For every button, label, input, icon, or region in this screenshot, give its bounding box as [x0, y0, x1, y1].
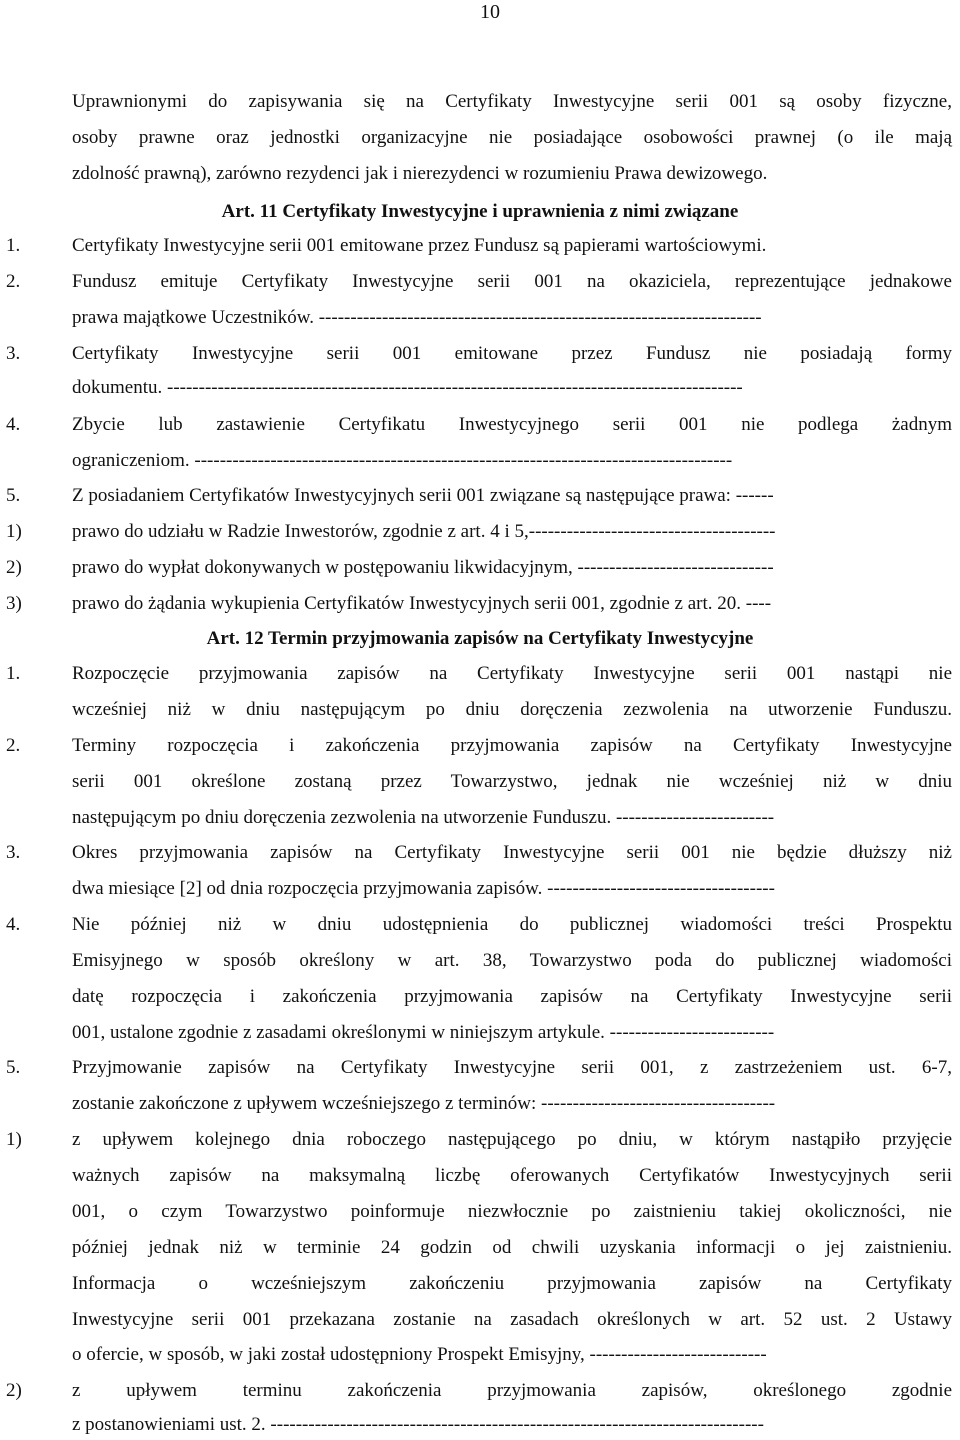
right-line: prawo do udziału w Radzie Inwestorów, zgodnie z art. 4 i 5,--------------------------------------- [72, 521, 776, 542]
item-line: Przyjmowanie zapisów na Certyfikaty Inwestycyjne serii 001, z zastrzeżeniem ust. 6-7, [72, 1057, 952, 1078]
item-line: dwa miesiące [2] od dnia rozpoczęcia przyjmowania zapisów. ------------------------------------ [72, 878, 775, 899]
item-number: 3. [6, 343, 21, 364]
right-number: 2) [6, 557, 22, 578]
subitem-line: z upływem terminu zakończenia przyjmowania zapisów, określonego zgodnie [72, 1380, 952, 1401]
item-number: 4. [6, 414, 21, 435]
item-number: 1. [6, 235, 21, 256]
item-line: 001, ustalone zgodnie z zasadami określonymi w niniejszym artykule. -------------------------- [72, 1022, 775, 1043]
item-line: Fundusz emituje Certyfikaty Inwestycyjne serii 001 na okaziciela, reprezentujące jednakowe [72, 271, 952, 292]
subitem-line: z postanowieniami ust. 2. ------------------------------------------------------------------------------ [72, 1414, 764, 1435]
item-line: następującym po dniu doręczenia zezwolenia na utworzenie Funduszu. ------------------------- [72, 807, 775, 828]
subitem-line: później jednak niż w terminie 24 godzin od chwili uzyskania informacji o jej zaistnieniu. [72, 1237, 952, 1258]
subitem-line: o ofercie, w sposób, w jaki został udostępniony Prospekt Emisyjny, ---------------------------- [72, 1344, 767, 1365]
item-number: 5. [6, 485, 21, 506]
item-line: wcześniej niż w dniu następującym po dniu doręczenia zezwolenia na utworzenie Funduszu. [72, 699, 952, 720]
right-line: prawo do wypłat dokonywanych w postępowaniu likwidacyjnym, ------------------------------- [72, 557, 774, 578]
subitem-line: 001, o czym Towarzystwo poinformuje niezwłocznie po zaistnieniu takiej okoliczności, nie [72, 1201, 952, 1222]
subitem-line: ważnych zapisów na maksymalną liczbę oferowanych Certyfikatów Inwestycyjnych serii [72, 1165, 952, 1186]
subitem-line: z upływem kolejnego dnia roboczego następującego po dniu, w którym nastąpiło przyjęcie [72, 1129, 952, 1150]
item-line: serii 001 określone zostaną przez Towarzystwo, jednak nie wcześniej niż w dniu [72, 771, 952, 792]
item-line: Rozpoczęcie przyjmowania zapisów na Certyfikaty Inwestycyjne serii 001 nastąpi nie [72, 663, 952, 684]
subitem-number: 1) [6, 1129, 22, 1150]
item-line: Zbycie lub zastawienie Certyfikatu Inwestycyjnego serii 001 nie podlega żadnym [72, 414, 952, 435]
item-line: Certyfikaty Inwestycyjne serii 001 emitowane przez Fundusz są papierami wartościowymi. [72, 235, 767, 256]
subitem-line: Inwestycyjne serii 001 przekazana zostanie na zasadach określonych w art. 52 ust. 2 Ustawy [72, 1309, 952, 1330]
item-line: Okres przyjmowania zapisów na Certyfikaty Inwestycyjne serii 001 nie będzie dłuższy niż [72, 842, 952, 863]
right-number: 1) [6, 521, 22, 542]
item-line: dokumentu. ------------------------------------------------------------------------------------------- [72, 377, 743, 398]
page-number: 10 [480, 1, 500, 23]
item-number: 2. [6, 271, 21, 292]
right-number: 3) [6, 593, 22, 614]
article-12-heading: Art. 12 Termin przyjmowania zapisów na Certyfikaty Inwestycyjne [206, 628, 754, 649]
intro-line: Uprawnionymi do zapisywania się na Certyfikaty Inwestycyjne serii 001 są osoby fizyczne, [72, 91, 952, 112]
item-line: Z posiadaniem Certyfikatów Inwestycyjnych serii 001 związane są następujące prawa: ------ [72, 485, 774, 506]
item-line: ograniczeniom. ------------------------------------------------------------------------------------- [72, 450, 733, 471]
item-number: 3. [6, 842, 21, 863]
intro-line: zdolność prawną), zarówno rezydenci jak i nierezydenci w rozumieniu Prawa dewizowego. [72, 163, 768, 184]
subitem-number: 2) [6, 1380, 22, 1401]
item-number: 1. [6, 663, 21, 684]
article-11-heading: Art. 11 Certyfikaty Inwestycyjne i uprawnienia z nimi związane [221, 201, 739, 222]
item-number: 2. [6, 735, 21, 756]
intro-line: osoby prawne oraz jednostki organizacyjne nie posiadające osobowości prawnej (o ile mają [72, 127, 952, 148]
subitem-line: Informacja o wcześniejszym zakończeniu przyjmowania zapisów na Certyfikaty [72, 1273, 952, 1294]
item-line: Terminy rozpoczęcia i zakończenia przyjmowania zapisów na Certyfikaty Inwestycyjne [72, 735, 952, 756]
item-line: Certyfikaty Inwestycyjne serii 001 emitowane przez Fundusz nie posiadają formy [72, 343, 952, 364]
item-number: 4. [6, 914, 21, 935]
item-line: Emisyjnego w sposób określony w art. 38, Towarzystwo poda do publicznej wiadomości [72, 950, 952, 971]
item-number: 5. [6, 1057, 21, 1078]
item-line: datę rozpoczęcia i zakończenia przyjmowania zapisów na Certyfikaty Inwestycyjne serii [72, 986, 952, 1007]
item-line: prawa majątkowe Uczestników. ---------------------------------------------------------------------- [72, 307, 762, 328]
item-line: Nie później niż w dniu udostępnienia do publicznej wiadomości treści Prospektu [72, 914, 952, 935]
item-line: zostanie zakończone z upływem wcześniejszego z terminów: ------------------------------------- [72, 1093, 776, 1114]
right-line: prawo do żądania wykupienia Certyfikatów Inwestycyjnych serii 001, zgodnie z art. 20. ---- [72, 593, 772, 614]
